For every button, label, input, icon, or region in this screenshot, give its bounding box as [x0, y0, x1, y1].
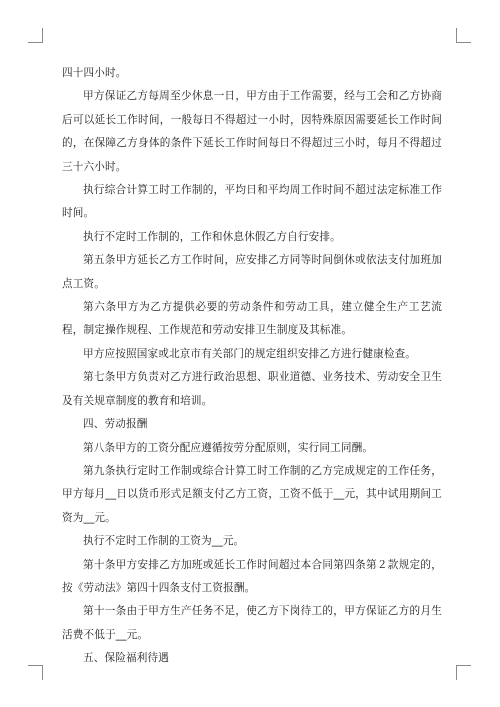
crop-mark-bottom-left [28, 665, 43, 680]
paragraph: 第六条甲方为乙方提供必要的劳动条件和劳动工具，建立健全生产工艺流程，制定操作规程、工作规范和劳动安排卫生制度及其标准。 [62, 301, 442, 337]
paragraph: 甲方保证乙方每周至少休息一日，甲方由于工作需要，经与工会和乙方协商后可以延长工作时间，一般每日不得超过一小时，因特殊原因需要延长工作时间的，在保障乙方身体的条件下延长工作时间每日不得超过三小时，每月不得超过三十六小时。 [62, 90, 442, 173]
paragraph: 第八条甲方的工资分配应遵循按劳分配原则，实行同工同酬。 [83, 441, 374, 454]
crop-mark-top-right [456, 28, 471, 43]
paragraph: 第九条执行定时工作制或综合计算工时工作制的乙方完成规定的工作任务，甲方每月__日以货币形式足额支付乙方工资，工资不低于__元，其中试用期间工资为__元。 [62, 464, 442, 524]
section-heading: 四、劳动报酬 [83, 418, 148, 431]
document-body [62, 62, 442, 671]
paragraph: 第十条甲方安排乙方加班或延长工作时间超过本合同第四条第２款规定的，按《劳动法》第四十四条支付工资报酬。 [62, 558, 442, 594]
paragraph: 执行综合计算工时工作制的，平均日和平均周工作时间不超过法定标准工作时间。 [62, 184, 442, 220]
paragraph: 第十一条由于甲方生产任务不足，使乙方下岗待工的，甲方保证乙方的月生活费不低于__元。 [62, 605, 442, 641]
section-heading: 五、保险福利待遇 [83, 652, 169, 665]
paragraph: 执行不定时工作制的工资为__元。 [83, 535, 245, 548]
paragraph: 甲方应按照国家或北京市有关部门的规定组织安排乙方进行健康检查。 [83, 347, 417, 360]
paragraph: 执行不定时工作制的，工作和休息休假乙方自行安排。 [83, 230, 341, 243]
crop-mark-bottom-right [456, 665, 471, 680]
paragraph: 第五条甲方延长乙方工作时间，应安排乙方同等时间倒休或依法支付加班加点工资。 [62, 254, 442, 290]
paragraph: 四十四小时。 [62, 67, 127, 79]
paragraph: 第七条甲方负责对乙方进行政治思想、职业道德、业务技术、劳动安全卫生及有关规章制度的教育和培训。 [62, 371, 442, 407]
crop-mark-top-left [28, 28, 43, 43]
